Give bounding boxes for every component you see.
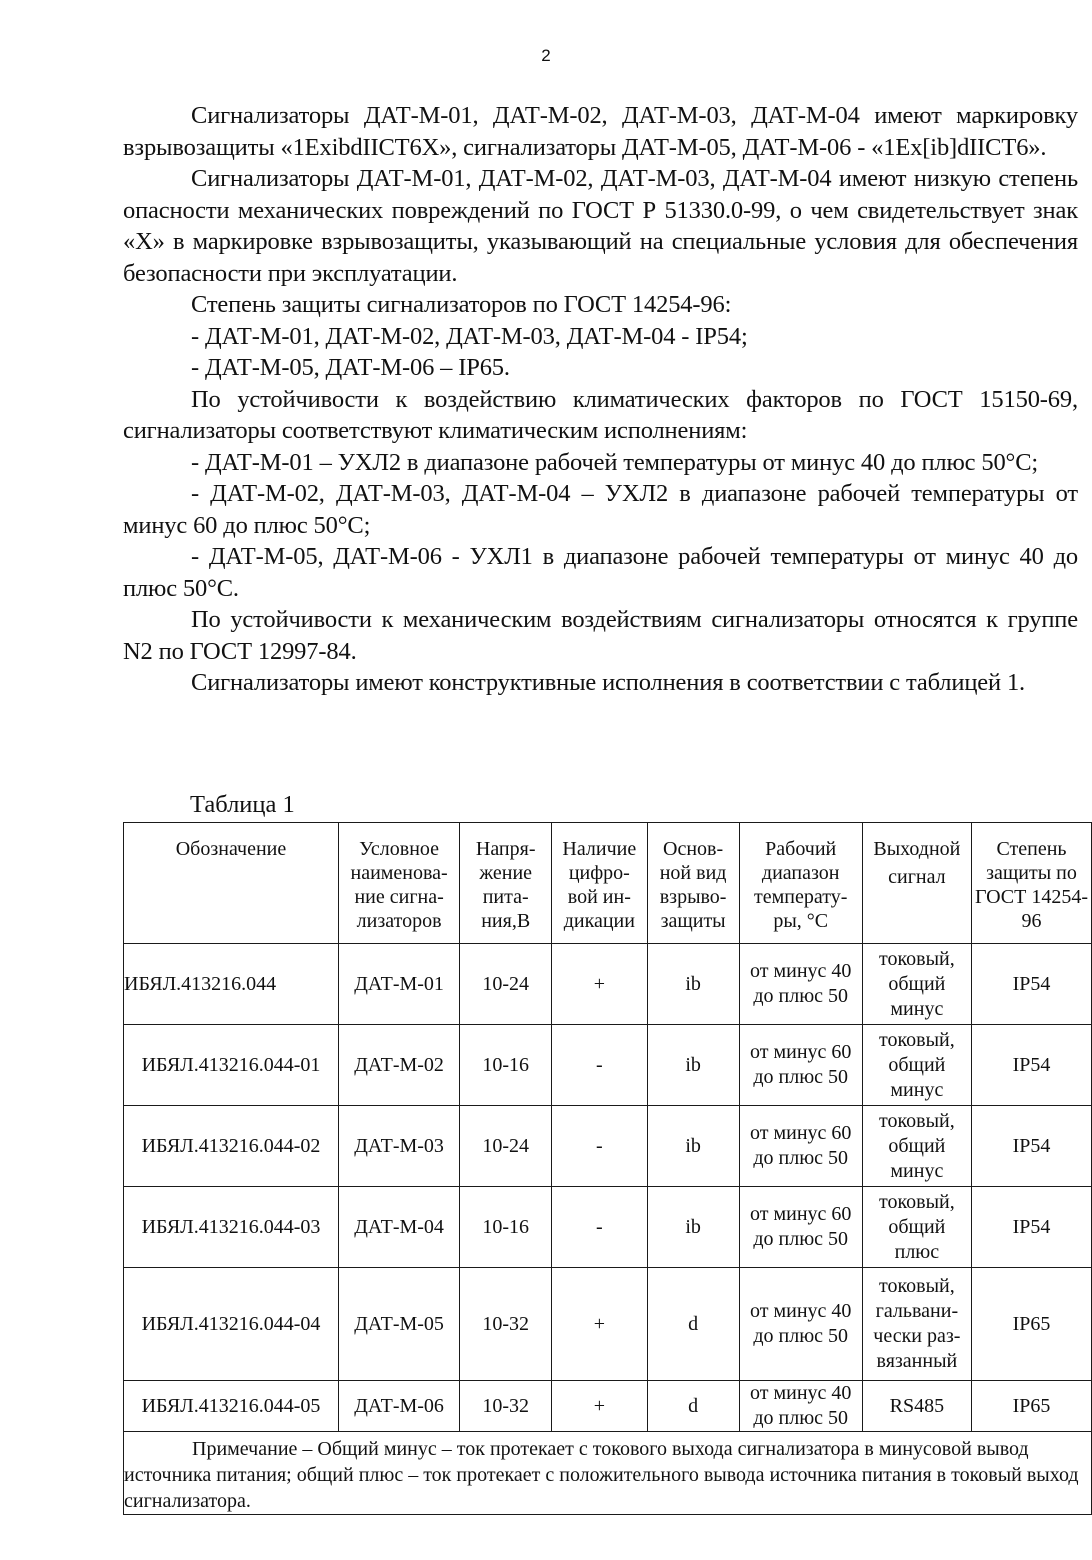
cell-digital-indication: + bbox=[552, 1381, 647, 1432]
header-digital-indication: Наличие цифро- вой ин- дикации bbox=[552, 823, 647, 944]
paragraph-explosion-marking: Сигнализаторы ДАТ-М-01, ДАТ-М-02, ДАТ-М-03, ДАТ-М-04 имеют маркировку взрывозащиты «1ExibdIICT6X», сигнализаторы ДАТ-М-05, ДАТ-М-06 - «1Ex[ib]dIICT6». bbox=[123, 102, 1078, 161]
cell-digital-indication: + bbox=[552, 1268, 647, 1381]
cell-designation: ИБЯЛ.413216.044-02 bbox=[124, 1106, 339, 1187]
table-header-row bbox=[124, 823, 1092, 944]
page-number: 2 bbox=[541, 46, 551, 65]
header-output-signal: Выходной сигнал bbox=[862, 823, 971, 944]
cell-digital-indication: - bbox=[552, 1106, 647, 1187]
paragraph-table-ref: Сигнализаторы имеют конструктивные исполнения в соответствии с таблицей 1. bbox=[191, 669, 1026, 696]
table-row bbox=[124, 944, 1092, 1025]
cell-digital-indication: + bbox=[552, 944, 647, 1025]
cell-explosion-protection: d bbox=[647, 1268, 739, 1381]
table-note bbox=[124, 1432, 1092, 1515]
cell-ip-rating: IP65 bbox=[972, 1381, 1092, 1432]
cell-output-signal: токовый, общий плюс bbox=[862, 1187, 971, 1268]
header-ip-rating: Степень защиты по ГОСТ 14254- 96 bbox=[972, 823, 1092, 944]
list-item-climate-05-06: - ДАТ-М-05, ДАТ-М-06 - УХЛ1 в диапазоне рабочей температуры от минус 40 до плюс 50°С. bbox=[123, 543, 1078, 602]
table-row bbox=[124, 1106, 1092, 1187]
cell-explosion-protection: d bbox=[647, 1381, 739, 1432]
cell-output-signal: токовый, общий минус bbox=[862, 1106, 971, 1187]
body-text bbox=[123, 100, 1078, 699]
table-row bbox=[124, 1381, 1092, 1432]
cell-voltage: 10-24 bbox=[460, 944, 552, 1025]
list-item-ip54: - ДАТ-М-01, ДАТ-М-02, ДАТ-М-03, ДАТ-М-04 - IP54; bbox=[191, 322, 748, 350]
header-voltage: Напря- жение пита- ния,В bbox=[460, 823, 552, 944]
cell-ip-rating: IP54 bbox=[972, 944, 1092, 1025]
cell-temp-range: от минус 40 до плюс 50 bbox=[739, 1268, 862, 1381]
cell-temp-range: от минус 40 до плюс 50 bbox=[739, 1381, 862, 1432]
cell-name: ДАТ-М-05 bbox=[338, 1268, 459, 1381]
cell-designation: ИБЯЛ.413216.044-03 bbox=[124, 1187, 339, 1268]
cell-digital-indication: - bbox=[552, 1187, 647, 1268]
cell-output-signal: токовый, общий минус bbox=[862, 944, 971, 1025]
paragraph-mechanical-damage: Сигнализаторы ДАТ-М-01, ДАТ-М-02, ДАТ-М-03, ДАТ-М-04 имеют низкую степень опасности механических повреждений по ГОСТ Р 51330.0-99, о чем свидетельствует знак «X» в маркировке взрывозащиты, указывающий на специальные условия для обеспечения безопасности при эксплуатации. bbox=[123, 165, 1078, 287]
cell-name: ДАТ-М-06 bbox=[338, 1381, 459, 1432]
paragraph-mechanical-group: По устойчивости к механическим воздействиям сигнализаторы относятся к группе N2 по ГОСТ 12997-84. bbox=[123, 606, 1078, 665]
cell-explosion-protection: ib bbox=[647, 944, 739, 1025]
cell-output-signal: токовый, общий минус bbox=[862, 1025, 971, 1106]
cell-temp-range: от минус 60 до плюс 50 bbox=[739, 1106, 862, 1187]
cell-voltage: 10-16 bbox=[460, 1025, 552, 1106]
cell-name: ДАТ-М-02 bbox=[338, 1025, 459, 1106]
cell-explosion-protection: ib bbox=[647, 1106, 739, 1187]
cell-temp-range: от минус 60 до плюс 50 bbox=[739, 1187, 862, 1268]
list-item-climate-01: - ДАТ-М-01 – УХЛ2 в диапазоне рабочей температуры от минус 40 до плюс 50°С; bbox=[191, 448, 1039, 476]
list-item-climate-02-04: - ДАТ-М-02, ДАТ-М-03, ДАТ-М-04 – УХЛ2 в диапазоне рабочей температуры от минус 60 до плюс 50°С; bbox=[123, 480, 1078, 539]
cell-voltage: 10-16 bbox=[460, 1187, 552, 1268]
header-explosion-protection: Основ- ной вид взрыво- защиты bbox=[647, 823, 739, 944]
list-item-ip65: - ДАТ-М-05, ДАТ-М-06 – IP65. bbox=[191, 354, 510, 381]
cell-name: ДАТ-М-01 bbox=[338, 944, 459, 1025]
cell-designation: ИБЯЛ.413216.044-05 bbox=[124, 1381, 339, 1432]
table-row bbox=[124, 1187, 1092, 1268]
cell-output-signal: RS485 bbox=[862, 1381, 971, 1432]
table-caption: Таблица 1 bbox=[190, 791, 295, 818]
cell-explosion-protection: ib bbox=[647, 1025, 739, 1106]
cell-designation: ИБЯЛ.413216.044-01 bbox=[124, 1025, 339, 1106]
cell-designation: ИБЯЛ.413216.044-04 bbox=[124, 1268, 339, 1381]
cell-explosion-protection: ib bbox=[647, 1187, 739, 1268]
cell-temp-range: от минус 60 до плюс 50 bbox=[739, 1025, 862, 1106]
cell-name: ДАТ-М-04 bbox=[338, 1187, 459, 1268]
table-note-row bbox=[124, 1432, 1092, 1515]
cell-ip-rating: IP54 bbox=[972, 1025, 1092, 1106]
cell-ip-rating: IP65 bbox=[972, 1268, 1092, 1381]
cell-designation: ИБЯЛ.413216.044 bbox=[124, 944, 339, 1025]
table-note-text: Примечание – Общий минус – ток протекает с токового выхода сигнализатора в минусовой вывод источника питания; общий плюс – ток протекает с положительного вывода источника питания в токовый выход сигнализатора. bbox=[124, 1438, 1079, 1512]
cell-output-signal: токовый, гальвани- чески раз- вязанный bbox=[862, 1268, 971, 1381]
header-name: Условное наименова- ние сигна- лизаторов bbox=[338, 823, 459, 944]
spec-table bbox=[123, 822, 1092, 1515]
header-temp-range: Рабочий диапазон температу- ры, °С bbox=[739, 823, 862, 944]
cell-voltage: 10-32 bbox=[460, 1268, 552, 1381]
cell-ip-rating: IP54 bbox=[972, 1187, 1092, 1268]
cell-voltage: 10-32 bbox=[460, 1381, 552, 1432]
cell-digital-indication: - bbox=[552, 1025, 647, 1106]
cell-name: ДАТ-М-03 bbox=[338, 1106, 459, 1187]
paragraph-climate: По устойчивости к воздействию климатических факторов по ГОСТ 15150-69, сигнализаторы соответствуют климатическим исполнениям: bbox=[123, 385, 1078, 444]
cell-temp-range: от минус 40 до плюс 50 bbox=[739, 944, 862, 1025]
cell-voltage: 10-24 bbox=[460, 1106, 552, 1187]
table-row bbox=[124, 1268, 1092, 1381]
table-row bbox=[124, 1025, 1092, 1106]
paragraph-protection-degree: Степень защиты сигнализаторов по ГОСТ 14254-96: bbox=[191, 291, 732, 318]
cell-ip-rating: IP54 bbox=[972, 1106, 1092, 1187]
header-designation: Обозначение bbox=[124, 823, 339, 944]
